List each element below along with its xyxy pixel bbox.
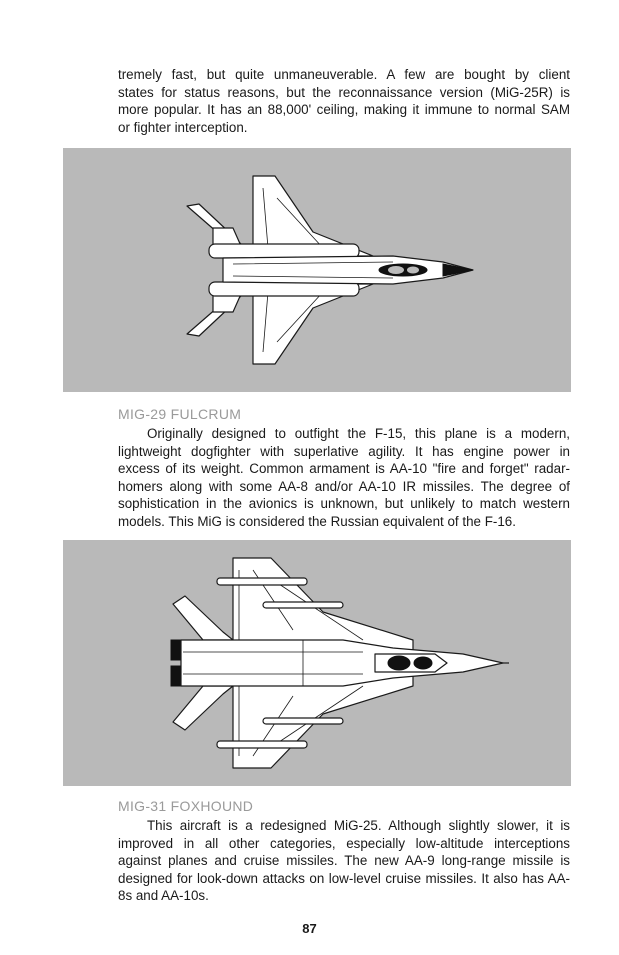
text-line: 8s and AA-10s. — [118, 888, 209, 904]
text-line: against planes and cruise missiles. The new AA-9 long-range missile is — [118, 853, 570, 869]
mig31-upper-exhaust — [171, 640, 181, 660]
mig29-heading: MIG-29 FULCRUM — [118, 406, 242, 422]
text-line: more popular. It has an 88,000' ceiling, making it immune to normal SAM — [118, 102, 570, 118]
text-line: This aircraft is a redesigned MiG-25. Although slightly slower, it is — [147, 818, 570, 833]
text-line: improved in all other categories, especially low-altitude interceptions — [118, 835, 570, 851]
page-number: 87 — [302, 921, 317, 936]
text-line: designed for look-down attacks on low-level cruise missiles. It also has AA- — [118, 870, 570, 886]
mig31-missile-lower-1 — [217, 741, 307, 748]
continuation-paragraph — [118, 66, 570, 136]
mig29-aircraft-drawing — [63, 148, 571, 392]
mig31-missile-upper-1 — [217, 578, 307, 585]
mig29-paragraph — [118, 425, 570, 531]
mig31-lower-tailplane — [173, 686, 233, 730]
text-line: homers along with some AA-8 and/or AA-10 IR missiles. The degree of — [118, 478, 570, 494]
mig31-lower-exhaust — [171, 666, 181, 686]
mig31-upper-tailplane — [173, 596, 233, 640]
text-line: excess of its weight. Common armament is AA-10 "fire and forget" radar- — [118, 461, 570, 477]
mig29-lower-engine — [209, 282, 359, 296]
mig31-missile-lower-2 — [263, 718, 343, 724]
text-line: models. This MiG is considered the Russian equivalent of the F-16. — [118, 513, 516, 529]
mig31-paragraph — [118, 817, 570, 905]
text-line: tremely fast, but quite unmaneuverable. A few are bought by client — [118, 67, 570, 82]
mig29-fuselage — [223, 256, 473, 284]
text-line: states for status reasons, but the reconnaissance version (MiG-25R) is — [118, 84, 570, 100]
text-line: or fighter interception. — [118, 119, 248, 135]
mig31-canopy — [375, 654, 447, 672]
text-line: lightweight dogfighter with superlative agility. It has engine power in — [118, 443, 570, 459]
text-line: sophistication in the avionics is unknown, but unlikely to match western — [118, 496, 570, 512]
mig31-fuselage — [181, 640, 503, 686]
mig29-upper-engine — [209, 244, 359, 258]
mig31-heading: MIG-31 FOXHOUND — [118, 798, 254, 814]
mig31-illustration — [63, 540, 571, 786]
mig31-missile-upper-2 — [263, 602, 343, 608]
mig29-illustration — [63, 148, 571, 392]
text-line: Originally designed to outfight the F-15, this plane is a modern, — [147, 426, 570, 441]
mig31-aircraft-drawing — [63, 540, 571, 786]
